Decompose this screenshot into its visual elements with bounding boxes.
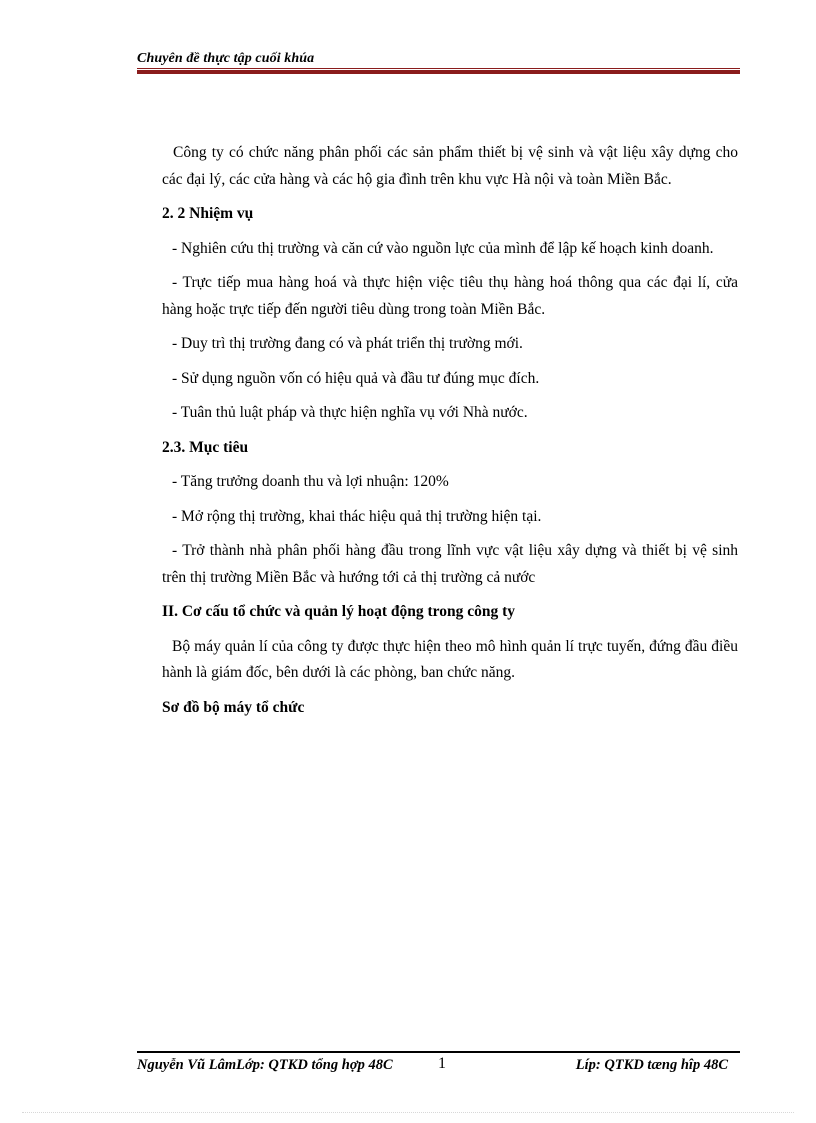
footer-rule	[137, 1051, 740, 1053]
section-heading-nhiem-vu: 2. 2 Nhiệm vụ	[162, 205, 254, 222]
footer-author-class: Nguyễn Vũ LâmLớp: QTKD tổng hợp 48C	[137, 1057, 393, 1073]
footer-class-label: Líp: QTKD tæng hîp 48C	[575, 1057, 728, 1073]
page-number: 1	[438, 1055, 446, 1072]
document-body	[162, 140, 738, 729]
page-edge-dotted-line	[22, 1112, 794, 1114]
list-item: - Trở thành nhà phân phối hàng đầu trong lĩnh vực vật liệu xây dựng và thiết bị vệ sinh trên thị trường Miền Bắc và hướng tới cả thị trường cả nước	[162, 542, 738, 586]
header-rule-thin	[137, 68, 740, 69]
section-heading-so-do: Sơ đồ bộ máy tổ chức	[162, 698, 305, 716]
list-item: - Tuân thủ luật pháp và thực hiện nghĩa vụ với Nhà nước.	[172, 404, 528, 421]
header-rule-thick	[137, 70, 740, 74]
section-heading-co-cau: II. Cơ cấu tổ chức và quản lý hoạt động trong công ty	[162, 603, 516, 620]
body-paragraph: Bộ máy quản lí của công ty được thực hiện theo mô hình quản lí trực tuyến, đứng đầu điều hành là giám đốc, bên dưới là các phòng, ban chức năng.	[162, 637, 738, 681]
section-heading-muc-tieu: 2.3. Mục tiêu	[162, 438, 249, 456]
list-item: - Nghiên cứu thị trường và căn cứ vào nguồn lực của mình để lập kế hoạch kinh doanh.	[172, 239, 714, 257]
list-item: - Duy trì thị trường đang có và phát triển thị trường mới.	[172, 335, 523, 352]
page-footer	[137, 1055, 740, 1077]
list-item: - Tăng trưởng doanh thu và lợi nhuận: 120%	[172, 473, 449, 490]
intro-paragraph: Công ty có chức năng phân phối các sản phẩm thiết bị vệ sinh và vật liệu xây dựng cho các đại lý, các cửa hàng và các hộ gia đình trên khu vực Hà nội và toàn Miền Bắc.	[162, 144, 738, 188]
list-item: - Sử dụng nguồn vốn có hiệu quả và đầu tư đúng mục đích.	[172, 369, 540, 387]
running-header-title: Chuyên đề thực tập cuối khúa	[137, 51, 315, 66]
list-item: - Mở rộng thị trường, khai thác hiệu quả thị trường hiện tại.	[172, 507, 542, 525]
list-item: - Trực tiếp mua hàng hoá và thực hiện việc tiêu thụ hàng hoá thông qua các đại lí, cửa hàng hoặc trực tiếp đến người tiêu dùng trong toàn Miền Bắc.	[162, 274, 738, 318]
